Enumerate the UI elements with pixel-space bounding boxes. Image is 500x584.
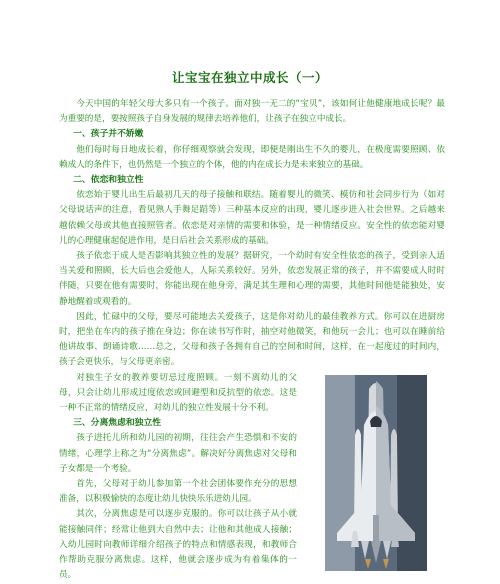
paragraph-4: 因此，忙碌中的父母，要尽可能地去关爱孩子，这是你对幼儿的最佳教养方式。你可以在进厨房时，把坐在车内的孩子推在身边；你在读书写作时，抽空对他微笑，和他玩一会儿；也可以在睡前给他讲故事、朗诵诗歌……总之，父母和孩子各拥有自己的空间和时间，这样，在一起度过的时间内，孩子会更快乐，与父母更亲密。	[59, 311, 445, 368]
article-body	[59, 97, 445, 584]
space-shuttle-icon	[307, 375, 445, 571]
page-title: 让宝宝在独立中成长（一）	[171, 70, 328, 85]
section-heading-3: 三、分离焦虑和独立性	[73, 418, 162, 429]
paragraph-3: 孩子依恋于成人是否影响其独立性的发展？据研究，一个幼时有安全性依恋的孩子，受到亲人适当关爱和照顾，长大后也会爱他人，人际关系较好。另外，依恋发展正常的孩子，并不需要成人时时伴随，只要在他有需要时，你能出现在他身旁，满足其生理和心理的需要，其他时间他是能独处，安静地醒着或观看的。	[59, 251, 445, 307]
paragraph-1: 他们每时每日地成长着，你仔细观察就会发现，即便是刚出生不久的婴儿，在极度需要照顾、依赖成人的条件下，也仍然是一个独立的个体，他的内在成长力是未来独立的基础。	[59, 144, 445, 170]
intro-paragraph: 今天中国的年轻父母大多只有一个孩子。面对独一无二的“宝贝”，该如何让他健康地成长呢？最为重要的是，要按照孩子自身发展的规律去培养他们，让孩子在独立中成长。	[59, 99, 445, 125]
section-heading-1: 一、孩子并不娇嫩	[73, 129, 144, 140]
paragraph-8: 其次，分离焦虑是可以逐步克服的。你可以让孩子从小就能接触同伴；经常让他到大自然中去；让他和其他成人接触；入幼儿园时向教师详细介绍孩子的特点和情感表现，和教师合作帮助克服分离焦虑。这样，他就会逐步成为有着集体的一员。	[59, 509, 297, 581]
paragraph-7: 首先，父母对于幼儿参加第一个社会团体要作充分的思想准备，以积极愉快的态度让幼儿快快乐乐进幼儿园。	[59, 479, 297, 505]
section-heading-2: 二、依恋和独立性	[73, 175, 144, 186]
paragraph-2: 依恋始于婴儿出生后最初几天的母子接触和联结。随着婴儿的微笑、模仿和社会同步行为（如对父母说话声的注意，看见熟人手舞足蹈等）三种基本反应的出现，婴儿逐步进入社会世界。之后越来越依赖父母或其他直接照管者。依恋是对亲情的需要和体验，是一种情绪反应。安全性的依恋能对婴儿的心理健康起促进作用，是日后社会关系形成的基础。	[59, 190, 445, 246]
space-shuttle-illustration	[307, 375, 445, 571]
paragraph-5: 对独生子女的教养要切忌过度照顾。一刻不离幼儿的父母，只会让幼儿形成过度依恋或回避型和反抗型的依恋。这是一种不正常的情绪反应，对幼儿的独立性发展十分不利。	[59, 372, 297, 414]
paragraph-6: 孩子进托儿所和幼儿园的初期，往往会产生恐惧和不安的情绪，心理学上称之为“分离焦虑”。解决好分离焦虑对父母和子女都是一个考验。	[59, 433, 297, 474]
